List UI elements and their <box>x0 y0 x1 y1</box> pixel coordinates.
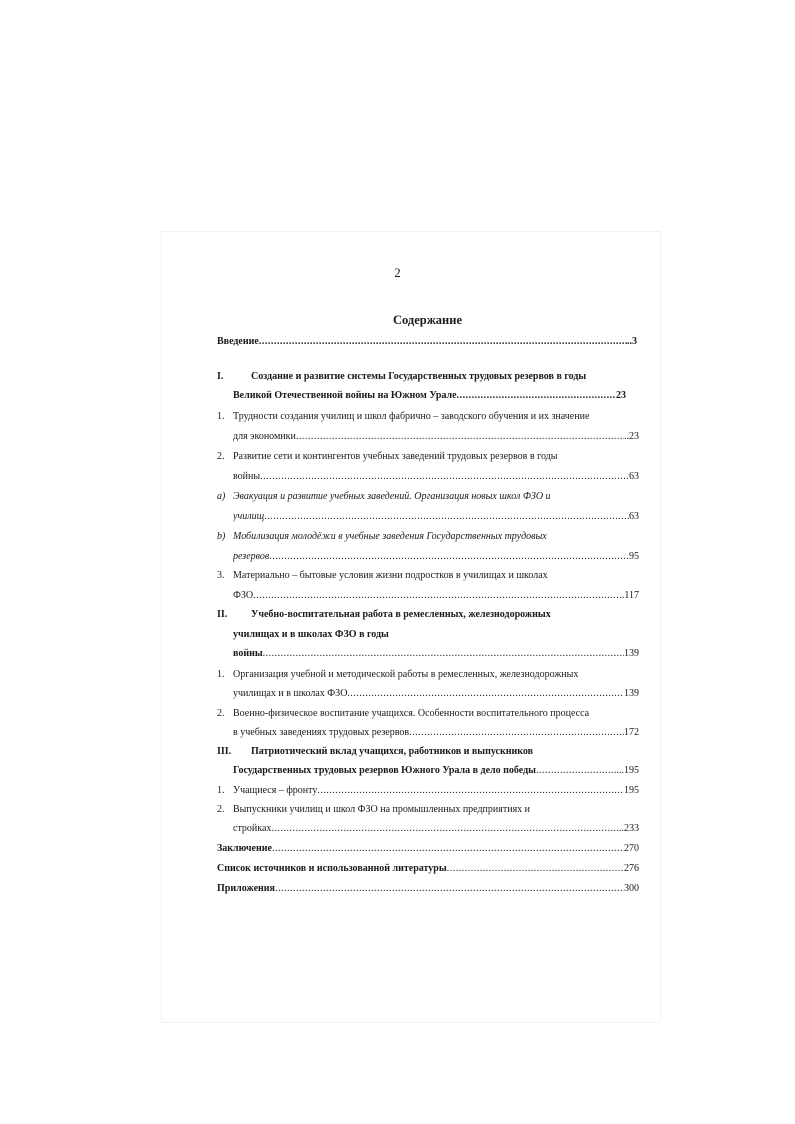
toc-section-3-2: 2. Выпускники училищ и школ ФЗО на промышленных предприятиях и <box>217 804 531 815</box>
toc-subsection-a-cont: училищ ..... 63 <box>233 508 639 526</box>
toc-chapter-1-cont: Великой Отечественной войны на Южном Урале ..... 23 <box>233 387 626 405</box>
toc-chapter-2: II. Учебно-воспитательная работа в ремесленных, железнодорожных <box>217 609 551 620</box>
toc-section-1-3: 3. Материально – бытовые условия жизни подростков в училищах и школах <box>217 570 548 581</box>
toc-entry-sources: Список источников и использованной литературы ..... 276 <box>217 860 639 878</box>
toc-chapter-1: I. Создание и развитие системы Государственных трудовых резервов в годы <box>217 371 587 382</box>
toc-section-2-1: 1. Организация учебной и методической работы в ремесленных, железнодорожных <box>217 669 579 680</box>
page-number: 2 <box>394 265 401 280</box>
toc-section-3-1: 1. Учащиеся – фронту ..... 195 <box>217 782 639 800</box>
toc-section-1-2-cont: войны ..... 63 <box>233 468 639 486</box>
toc-subsection-b: b) Мобилизация молодёжи в учебные заведения Государственных трудовых <box>217 531 547 542</box>
page-title: Содержание <box>392 313 462 327</box>
toc-chapter-2-cont: училищах и в школах ФЗО в годы <box>233 629 389 640</box>
toc-subsection-a: a) Эвакуация и развитие учебных заведений. Организация новых школ ФЗО и <box>217 491 551 502</box>
toc-chapter-3: III. Патриотический вклад учащихся, работников и выпускников <box>217 746 534 757</box>
toc-entry-appendix: Приложения ..... 300 <box>217 880 639 898</box>
toc-section-1-3-cont: ФЗО ..... ..117 <box>233 587 639 605</box>
toc-section-2-2: 2. Военно-физическое воспитание учащихся. Особенности воспитательного процесса <box>217 708 590 719</box>
toc-section-2-1-cont: училищах и в школах ФЗО ..... 139 <box>233 685 639 703</box>
toc-entry-conclusion: Заключение ..... 270 <box>217 840 639 858</box>
toc-entry-intro: Введение ..... ..3 <box>217 333 637 351</box>
toc-section-1-1: 1. Трудности создания училищ и школ фабрично – заводского обучения и их значение <box>217 411 590 422</box>
toc-chapter-2-cont-2: войны ..... 139 <box>233 645 639 663</box>
toc-section-1-1-cont: для экономики ..... ..23 <box>233 428 639 446</box>
toc-chapter-3-cont: Государственных трудовых резервов Южного Урала в дело победы ..... ...195 <box>233 762 639 780</box>
toc-section-2-2-cont: в учебных заведениях трудовых резервов ..... 172 <box>233 724 639 742</box>
toc-subsection-b-cont: резервов ..... 95 <box>233 548 639 566</box>
toc-section-1-2: 2. Развитие сети и контингентов учебных заведений трудовых резервов в годы <box>217 451 558 462</box>
toc-section-3-2-cont: стройках ..... ..233 <box>233 820 639 838</box>
